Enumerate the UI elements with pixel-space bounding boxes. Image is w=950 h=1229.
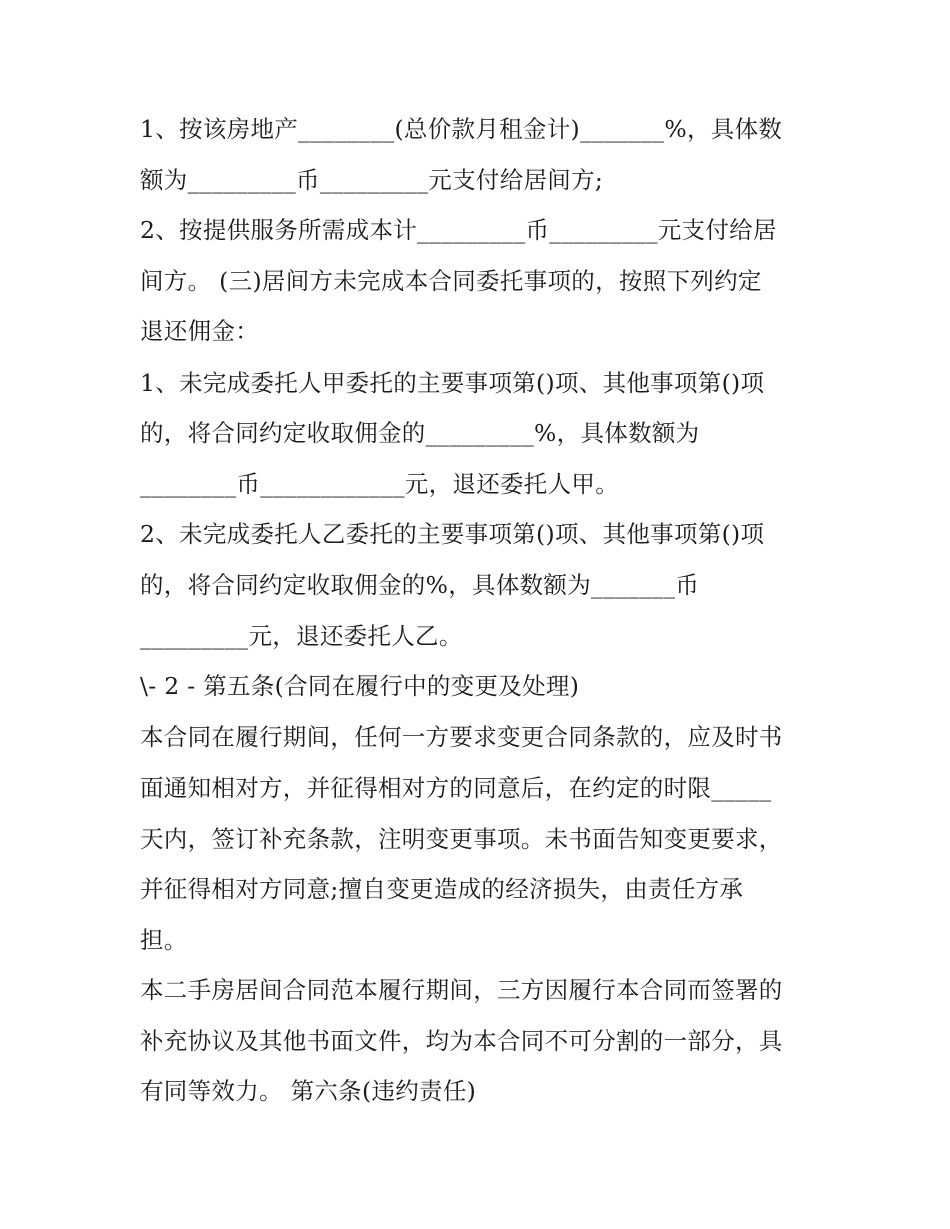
text-line-9: 2、未完成委托人乙委托的主要事项第()项、其他事项第()项 (140, 520, 765, 548)
text-line-11: _________元，退还委托人乙。 (140, 622, 463, 650)
text-line-10: 的，将合同约定收取佣金的%，具体数额为_______币 (140, 571, 700, 599)
text-line-2: 额为_________币_________元支付给居间方; (140, 166, 604, 194)
text-line-6: 1、未完成委托人甲委托的主要事项第()项、其他事项第()项 (140, 369, 765, 397)
text-line-1: 1、按该房地产________(总价款月租金计)_______%，具体数 (140, 115, 783, 143)
text-line-15: 天内，签订补充条款，注明变更事项。未书面告知变更要求， (140, 825, 783, 853)
text-line-7: 的，将合同约定收取佣金的_________%，具体数额为 (140, 419, 700, 447)
text-line-13: 本合同在履行期间，任何一方要求变更合同条款的，应及时书 (140, 723, 783, 751)
text-line-14: 面通知相对方，并征得相对方的同意后，在约定的时限_____ (140, 774, 772, 802)
text-line-4: 间方。 (三)居间方未完成本合同委托事项的，按照下列约定 (140, 267, 762, 295)
text-line-20: 有同等效力。 第六条(违约责任) (140, 1077, 477, 1105)
text-line-17: 担。 (140, 926, 188, 954)
text-line-12: \- 2 - 第五条(合同在履行中的变更及处理) (140, 672, 580, 700)
text-line-19: 补充协议及其他书面文件，均为本合同不可分割的一部分，具 (140, 1027, 783, 1055)
text-line-8: ________币____________元，退还委托人甲。 (140, 470, 619, 498)
text-line-18: 本二手房居间合同范本履行期间，三方因履行本合同而签署的 (140, 976, 783, 1004)
text-line-16: 并征得相对方同意;擅自变更造成的经济损失，由责任方承 (140, 875, 744, 903)
text-line-3: 2、按提供服务所需成本计_________币_________元支付给居 (140, 216, 777, 244)
text-line-5: 退还佣金： (140, 317, 259, 345)
